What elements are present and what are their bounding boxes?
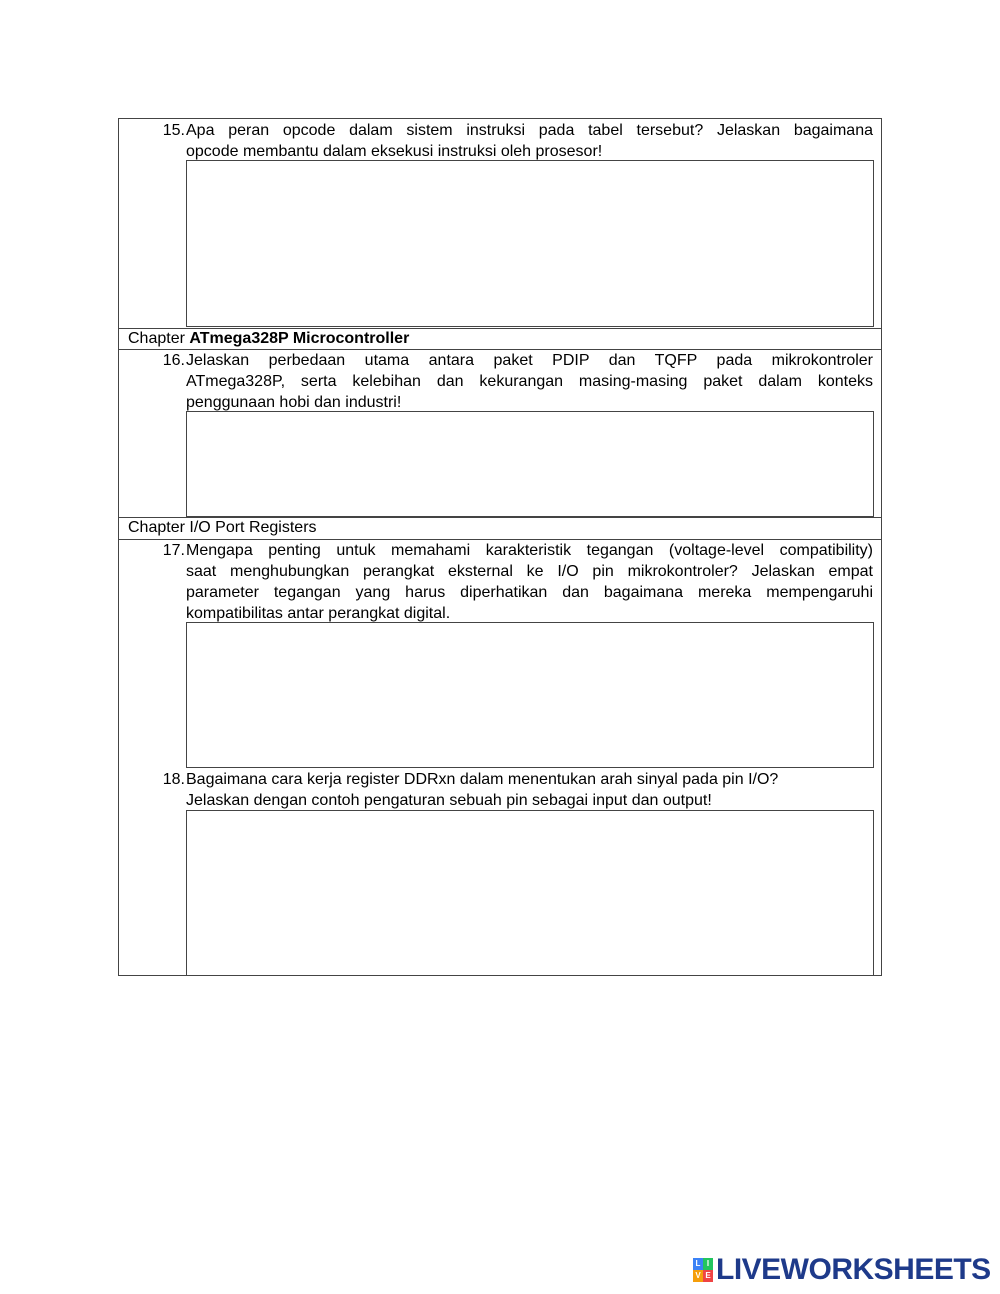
liveworksheets-logo-icon: [693, 1258, 713, 1282]
question-number: 17.: [162, 542, 185, 559]
question-text: [186, 769, 873, 811]
answer-box-17[interactable]: [186, 622, 874, 768]
question-text-line: Jelaskan dengan contoh pengaturan sebuah pin sebagai input dan output!: [186, 792, 712, 809]
answer-box-15[interactable]: [186, 160, 874, 327]
question-number: 15.: [162, 122, 185, 139]
question-text: [186, 350, 873, 413]
worksheet-table: [118, 118, 882, 976]
question-text: [186, 120, 873, 162]
chapter-heading: [128, 329, 409, 349]
chapter-prefix: Chapter: [128, 330, 185, 347]
question-text-line: kompatibilitas antar perangkat digital.: [186, 605, 451, 622]
brand-name: LIVEWORKSHEETS: [716, 1253, 991, 1286]
answer-box-16[interactable]: [186, 411, 874, 517]
question-number: 16.: [162, 352, 185, 369]
question-text: [186, 540, 873, 624]
question-text-line: Mengapa penting untuk memahami karakteristik tegangan (voltage-level compatibility): [186, 542, 873, 559]
chapter-title: I/O Port Registers: [189, 519, 317, 536]
question-text-line: penggunaan hobi dan industri!: [186, 394, 402, 411]
logo-icon-letter: L: [693, 1258, 703, 1270]
question-text-line: Jelaskan perbedaan utama antara paket PDIP dan TQFP pada mikrokontroler: [186, 352, 873, 369]
question-text-line: Apa peran opcode dalam sistem instruksi pada tabel tersebut? Jelaskan bagaimana: [186, 122, 873, 139]
question-text-line: saat menghubungkan perangkat eksternal ke I/O pin mikrokontroler? Jelaskan empat: [186, 563, 873, 580]
question-text-line: opcode membantu dalam eksekusi instruksi oleh prosesor!: [186, 143, 603, 160]
chapter-title: ATmega328P Microcontroller: [189, 330, 410, 347]
question-text-line: parameter tegangan yang harus diperhatikan dan bagaimana mereka mempengaruhi: [186, 584, 873, 601]
question-number: 18.: [162, 771, 185, 788]
chapter-prefix: Chapter: [128, 519, 185, 536]
answer-box-18[interactable]: [186, 810, 874, 976]
liveworksheets-logo: [693, 1253, 991, 1286]
chapter-heading: [128, 518, 317, 538]
logo-icon-letter: E: [703, 1270, 713, 1282]
logo-icon-letter: V: [693, 1270, 703, 1282]
question-text-line: ATmega328P, serta kelebihan dan kekurangan masing-masing paket dalam konteks: [186, 373, 873, 390]
question-text-line: Bagaimana cara kerja register DDRxn dalam menentukan arah sinyal pada pin I/O?: [186, 771, 779, 788]
logo-icon-letter: I: [703, 1258, 713, 1270]
